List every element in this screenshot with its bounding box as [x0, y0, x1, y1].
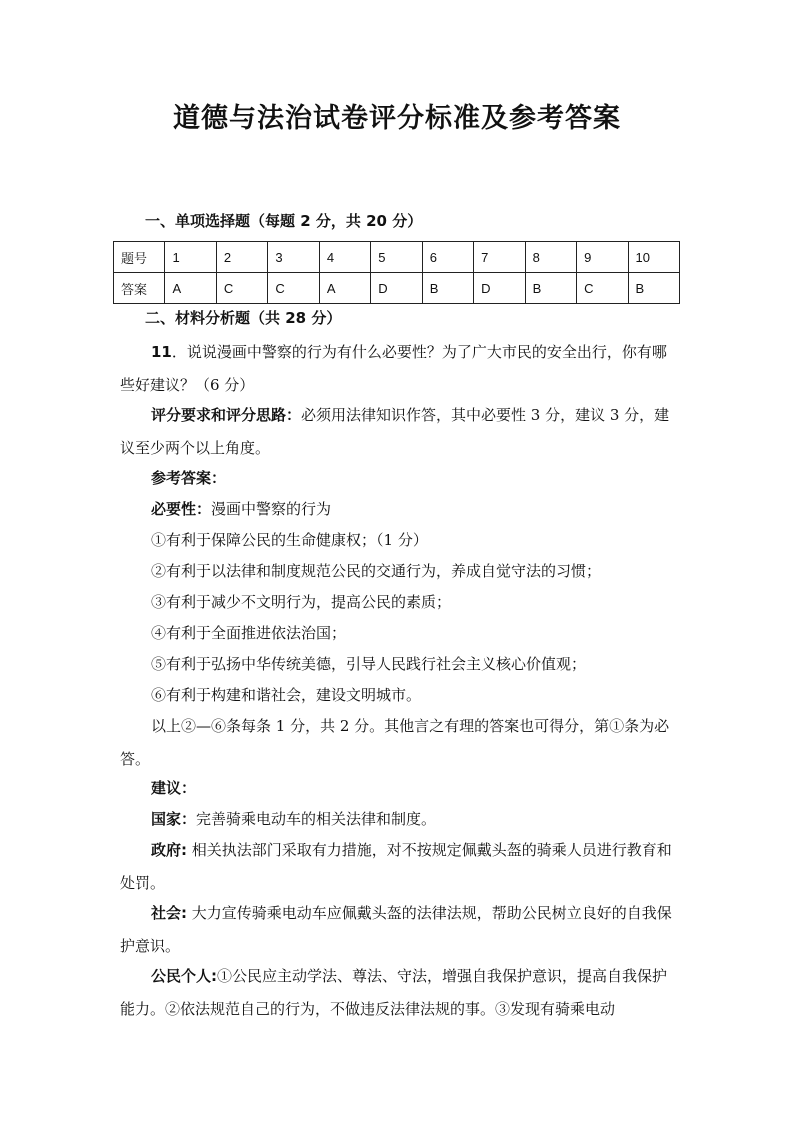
point-4: ④有利于全面推进依法治国；: [151, 624, 347, 642]
citizen-label: 公民个人:: [151, 967, 217, 985]
criteria-label: 评分要求和评分思路：: [151, 406, 302, 424]
question-number: 7: [474, 242, 525, 273]
question-number: 1: [165, 242, 216, 273]
scoring-note: 以上②—⑥条每条 1 分，共 2 分。其他言之有理的答案也可得分，第①条为必答。: [120, 717, 670, 768]
point-5: ⑤有利于弘扬中华传统美德，引导人民践行社会主义核心价值观；: [151, 655, 587, 673]
answer-cell: A: [165, 273, 216, 304]
question-number-label: 11: [151, 343, 172, 361]
society-label: 社会:: [151, 904, 187, 922]
citizen-suggestion: [120, 960, 680, 1026]
answer-cell: B: [525, 273, 576, 304]
society-text: 大力宣传骑乘电动车应佩戴头盔的法律法规，帮助公民树立良好的自我保护意识。: [120, 904, 672, 955]
document-title: 道德与法治试卷评分标准及参考答案: [173, 103, 621, 134]
point-1: ①有利于保障公民的生命健康权；（1 分）: [151, 531, 428, 549]
question-number: 9: [577, 242, 628, 273]
answer-cell: B: [628, 273, 679, 304]
government-label: 政府:: [151, 841, 187, 859]
necessity-line: [120, 493, 711, 526]
reference-label: 参考答案：: [151, 469, 227, 487]
question-number-row: [114, 242, 680, 273]
reference-answer-heading: [120, 462, 711, 495]
question-number: 6: [422, 242, 473, 273]
necessity-text: 漫画中警察的行为: [211, 500, 332, 518]
answer-cell: B: [422, 273, 473, 304]
question-number: 4: [319, 242, 370, 273]
suggestion-label: 建议：: [151, 779, 197, 797]
answer-row: [114, 273, 680, 304]
society-suggestion: [120, 897, 680, 963]
row-label-question: 题号: [114, 242, 165, 273]
answer-cell: D: [474, 273, 525, 304]
country-suggestion: [120, 803, 711, 836]
question-number: 3: [268, 242, 319, 273]
point-2: ②有利于以法律和制度规范公民的交通行为，养成自觉守法的习惯；: [151, 562, 602, 580]
citizen-text: ①公民应主动学法、尊法、守法，增强自我保护意识，提高自我保护能力。②依法规范自己的行为，不做违反法律法规的事。③发现有骑乘电动: [120, 967, 668, 1018]
necessity-label: 必要性：: [151, 500, 212, 518]
answer-cell: A: [319, 273, 370, 304]
answer-cell: D: [371, 273, 422, 304]
question-number: 8: [525, 242, 576, 273]
country-label: 国家：: [151, 810, 197, 828]
question-number: 5: [371, 242, 422, 273]
answer-table: [113, 241, 680, 304]
suggestion-heading: [120, 772, 711, 805]
point-3: ③有利于减少不文明行为，提高公民的素质；: [151, 593, 452, 611]
answer-cell: C: [577, 273, 628, 304]
government-suggestion: [120, 834, 680, 900]
answer-cell: C: [268, 273, 319, 304]
row-label-answer: 答案: [114, 273, 165, 304]
answer-cell: C: [216, 273, 267, 304]
grading-criteria: [120, 399, 680, 465]
question-number: 2: [216, 242, 267, 273]
question-number: 10: [628, 242, 679, 273]
country-text: 完善骑乘电动车的相关法律和制度。: [196, 810, 437, 828]
question-11: [120, 336, 680, 402]
section-1-heading: 一、单项选择题（每题 2 分，共 20 分）: [145, 212, 423, 230]
government-text: 相关执法部门采取有力措施，对不按规定佩戴头盔的骑乘人员进行教育和处罚。: [120, 841, 672, 892]
point-6: ⑥有利于构建和谐社会，建设文明城市。: [151, 686, 422, 704]
section-2-heading: 二、材料分析题（共 28 分）: [145, 309, 342, 327]
question-text: ．说说漫画中警察的行为有什么必要性？为了广大市民的安全出行，你有哪些好建议？（6 分）: [120, 343, 667, 394]
criteria-text: 必须用法律知识作答，其中必要性 3 分，建议 3 分，建议至少两个以上角度。: [120, 406, 670, 457]
